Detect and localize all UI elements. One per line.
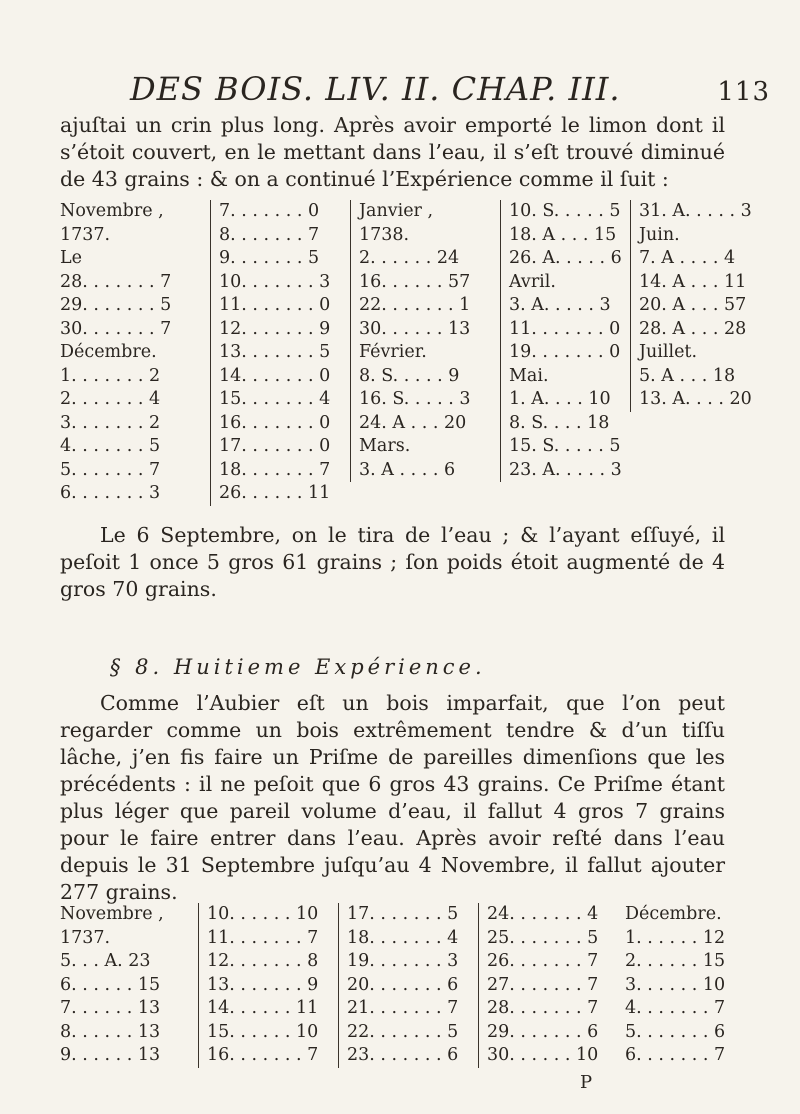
table-cell: 13. A. . . . 20 (639, 389, 752, 409)
table-cell: 9. . . . . . . 5 (219, 248, 320, 268)
table1-column-3 (350, 200, 471, 482)
table-cell: 11. . . . . . . 0 (219, 295, 331, 315)
table-cell: 8. . . . . . 13 (60, 1021, 161, 1042)
table-cell: 26. . . . . . 11 (219, 483, 331, 503)
table-cell: 1737. (60, 224, 111, 245)
table-cell: 18. A . . . 15 (509, 224, 617, 245)
table-cell: 20. A . . . 57 (639, 295, 747, 315)
table-cell: 13. . . . . . . 9 (207, 974, 319, 995)
table-cell: 15. S. . . . . 5 (509, 436, 621, 456)
experiment-paragraph (60, 690, 725, 906)
table-cell: 23. . . . . . . 6 (347, 1045, 459, 1065)
table-cell: Novembre , (60, 904, 164, 924)
table-cell: 7. A . . . . 4 (639, 248, 736, 268)
table-cell: 9. . . . . . 13 (60, 1045, 161, 1065)
table-cell: 16. . . . . . . 7 (207, 1045, 319, 1065)
table-cell: 26. . . . . . . 7 (487, 951, 599, 971)
table-cell: 19. . . . . . . 0 (509, 342, 621, 362)
table-cell: 6. . . . . . . 3 (60, 483, 161, 503)
table2-column-4 (478, 903, 598, 1068)
table-cell: 2. . . . . . 24 (359, 248, 460, 268)
table-cell: 28. . . . . . . 7 (487, 998, 599, 1018)
table-cell: 31. A. . . . . 3 (639, 201, 752, 221)
september-text: Le 6 Septembre, on le tira de l’eau ; & l’ayant eſſuyé, il peſoit 1 once 5 gros 61 grains ; ſon poids étoit augmenté de 4 gros 70 grains. (60, 523, 725, 601)
table-cell: 29. . . . . . . 6 (487, 1021, 599, 1042)
table-cell: 12. . . . . . . 9 (219, 318, 331, 339)
table-cell: 24. . . . . . . 4 (487, 904, 599, 924)
table-cell: Novembre , (60, 201, 164, 221)
table1-column-4 (500, 200, 622, 482)
table-cell: 1. A. . . . 10 (509, 389, 611, 409)
table-cell: 3. A . . . . 6 (359, 459, 456, 480)
table-cell: Février. (359, 342, 427, 362)
table-cell: 1738. (359, 224, 410, 245)
table-cell: 7. . . . . . 13 (60, 998, 161, 1018)
table-cell: 4. . . . . . . 7 (625, 998, 726, 1018)
table-cell: Décembre. (625, 904, 722, 924)
table-cell: 28. . . . . . . 7 (60, 271, 172, 292)
table2-column-2 (198, 903, 318, 1068)
table-cell: 25. . . . . . . 5 (487, 927, 599, 948)
weight-table-2 (60, 903, 750, 1073)
table-cell: 24. A . . . 20 (359, 412, 467, 433)
table-cell: 13. . . . . . . 5 (219, 342, 331, 362)
table-cell: 22. . . . . . . 5 (347, 1021, 459, 1042)
table1-column-1 (60, 200, 171, 506)
table-cell: 10. . . . . . 10 (207, 904, 319, 924)
table-cell: 3. . . . . . . 2 (60, 412, 161, 433)
signature-mark: P (580, 1072, 593, 1093)
table-cell: 11. . . . . . . 7 (207, 927, 319, 948)
table-cell: 7. . . . . . . 0 (219, 201, 320, 221)
table-cell: 16. . . . . . 57 (359, 271, 471, 292)
table-cell: Janvier , (359, 201, 434, 221)
table-cell: 10. S. . . . . 5 (509, 201, 621, 221)
table-cell: 29. . . . . . . 5 (60, 295, 172, 315)
table-cell: 2. . . . . . 15 (625, 951, 726, 971)
table-cell: 8. S. . . . 18 (509, 412, 610, 433)
table-cell: 11. . . . . . . 0 (509, 318, 621, 339)
table-cell: Juillet. (639, 342, 698, 362)
table-cell: 8. . . . . . . 7 (219, 224, 320, 245)
table-cell: 3. A. . . . . 3 (509, 295, 611, 315)
table-cell: 19. . . . . . . 3 (347, 951, 459, 971)
running-head (130, 70, 770, 108)
table-cell: 14. . . . . . 11 (207, 998, 319, 1018)
table-cell: 30. . . . . . 13 (359, 318, 471, 339)
weight-table-1 (60, 200, 752, 503)
table-cell: 28. A . . . 28 (639, 318, 747, 339)
table1-column-2 (210, 200, 330, 506)
table-cell: Mai. (509, 365, 549, 386)
table-cell: 20. . . . . . . 6 (347, 974, 459, 995)
intro-text: ajuſtai un crin plus long. Après avoir emporté le limon dont il s’étoit couvert, en le mettant dans l’eau, il s’eſt trouvé diminué de 43 grains : & on a continué l’Expérience comme il ſuit : (60, 113, 725, 191)
section-heading: § 8. Huitieme Expérience. (110, 655, 486, 679)
table-cell: 26. A. . . . . 6 (509, 248, 622, 268)
table-cell: 30. . . . . . . 7 (60, 318, 172, 339)
table-cell: 3. . . . . . 10 (625, 974, 726, 995)
table-cell: Juin. (639, 224, 680, 245)
table-cell: 1. . . . . . . 2 (60, 365, 161, 386)
page-number: 113 (717, 77, 770, 107)
table2-column-1 (60, 903, 164, 1068)
table-cell: 18. . . . . . . 4 (347, 927, 459, 948)
running-title: DES BOIS. LIV. II. CHAP. III. (130, 70, 621, 108)
table-cell: 5. A . . . 18 (639, 365, 736, 386)
september-paragraph (60, 522, 725, 603)
table-cell: 22. . . . . . . 1 (359, 295, 471, 315)
intro-paragraph (60, 112, 725, 193)
table-cell: 1. . . . . . 12 (625, 927, 726, 948)
table-cell: 4. . . . . . . 5 (60, 436, 161, 456)
table2-column-3 (338, 903, 458, 1068)
table1-column-5 (630, 200, 752, 412)
table-cell: 14. . . . . . . 0 (219, 365, 331, 386)
table-cell: Mars. (359, 436, 411, 456)
table-cell: 15. . . . . . . 4 (219, 389, 331, 409)
table-cell: 6. . . . . . 15 (60, 974, 161, 995)
table-cell: 1737. (60, 927, 111, 948)
table-cell: 23. A. . . . . 3 (509, 459, 622, 480)
table-cell: Décembre. (60, 342, 157, 362)
table-cell: 16. S. . . . . 3 (359, 389, 471, 409)
table-cell: 8. S. . . . . 9 (359, 365, 460, 386)
table-cell: Le (60, 248, 82, 268)
table-cell: 6. . . . . . . 7 (625, 1045, 726, 1065)
table-cell: 10. . . . . . . 3 (219, 271, 331, 292)
table-cell: 5. . . . . . . 6 (625, 1021, 726, 1042)
table-cell: 18. . . . . . . 7 (219, 459, 331, 480)
table-cell: 2. . . . . . . 4 (60, 389, 161, 409)
table-cell: 12. . . . . . . 8 (207, 951, 319, 971)
table-cell: 5. . . A. 23 (60, 951, 151, 971)
table-cell: 30. . . . . . 10 (487, 1045, 599, 1065)
experiment-text: Comme l’Aubier eſt un bois imparfait, que l’on peut regarder comme un bois extrêmement tendre & d’un tiſſu lâche, j’en fis faire un Priſme de pareilles dimenſions que les précédents : il ne peſoit que 6 gros 43 grains. Ce Priſme étant plus léger que pareil volume d’eau, il fallut 4 gros 7 grains pour le faire entrer dans l’eau. Après avoir reſté dans l’eau depuis le 31 Septembre juſqu’au 4 Novembre, il fallut ajouter 277 grains. (60, 691, 725, 904)
table-cell: 5. . . . . . . 7 (60, 459, 161, 480)
table2-column-5 (625, 903, 725, 1068)
table-cell: 27. . . . . . . 7 (487, 974, 599, 995)
table-cell: Avril. (509, 271, 556, 292)
table-cell: 17. . . . . . . 0 (219, 436, 331, 456)
table-cell: 17. . . . . . . 5 (347, 904, 459, 924)
table-cell: 21. . . . . . . 7 (347, 998, 459, 1018)
table-cell: 15. . . . . . 10 (207, 1021, 319, 1042)
table-cell: 14. A . . . 11 (639, 271, 747, 292)
table-cell: 16. . . . . . . 0 (219, 412, 331, 433)
